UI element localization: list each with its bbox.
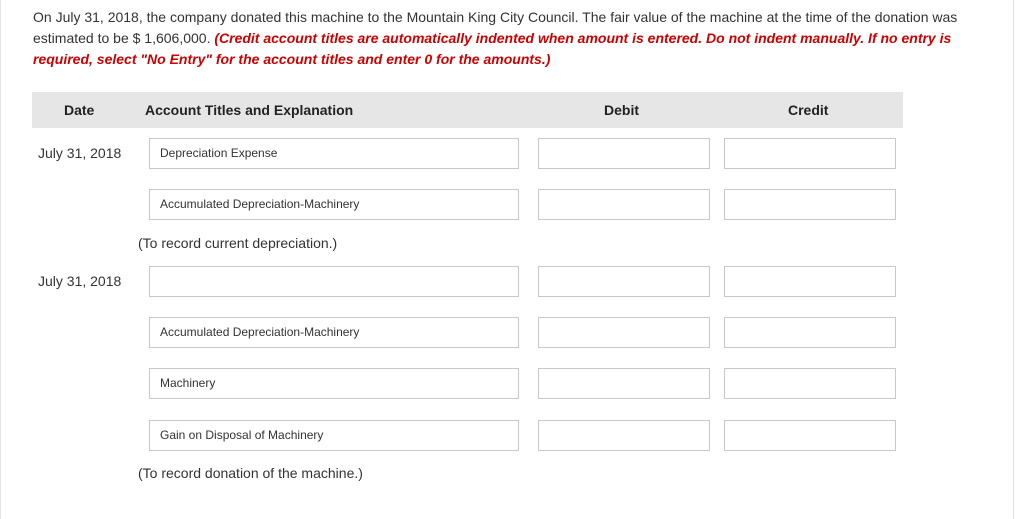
entry-explanation: (To record donation of the machine.) bbox=[138, 465, 363, 481]
entry-date: July 31, 2018 bbox=[38, 273, 122, 289]
credit-input[interactable] bbox=[724, 189, 896, 220]
debit-input[interactable] bbox=[538, 368, 710, 399]
debit-input[interactable] bbox=[538, 138, 710, 169]
journal-table-header bbox=[32, 92, 903, 128]
account-title-input[interactable]: Accumulated Depreciation-Machinery bbox=[149, 317, 519, 348]
account-title-input[interactable] bbox=[149, 266, 519, 297]
header-debit: Debit bbox=[604, 102, 639, 118]
debit-input[interactable] bbox=[538, 420, 710, 451]
credit-input[interactable] bbox=[724, 317, 896, 348]
entry-explanation: (To record current depreciation.) bbox=[138, 235, 338, 251]
debit-input[interactable] bbox=[538, 266, 710, 297]
account-title-input[interactable]: Accumulated Depreciation-Machinery bbox=[149, 189, 519, 220]
header-account-titles: Account Titles and Explanation bbox=[145, 102, 354, 118]
question-body: On July 31, 2018, the company donated this machine to the Mountain King City Council. The fair value of the machine at the time of the donation was estimated to be $ 1,606,000. bbox=[33, 9, 958, 46]
debit-input[interactable] bbox=[538, 317, 710, 348]
account-title-input[interactable]: Depreciation Expense bbox=[149, 138, 519, 169]
instruction-text: (Credit account titles are automatically indented when amount is entered. Do not indent manually. If no entry is required, select "No Entry" for the account titles and enter 0 for the amounts.) bbox=[33, 30, 952, 67]
credit-input[interactable] bbox=[724, 420, 896, 451]
header-credit: Credit bbox=[788, 102, 829, 118]
entry-date: July 31, 2018 bbox=[38, 145, 122, 161]
credit-input[interactable] bbox=[724, 266, 896, 297]
account-title-input[interactable]: Machinery bbox=[149, 368, 519, 399]
question-text bbox=[33, 7, 983, 70]
credit-input[interactable] bbox=[724, 368, 896, 399]
debit-input[interactable] bbox=[538, 189, 710, 220]
credit-input[interactable] bbox=[724, 138, 896, 169]
account-title-input[interactable]: Gain on Disposal of Machinery bbox=[149, 420, 519, 451]
header-date: Date bbox=[64, 102, 95, 118]
